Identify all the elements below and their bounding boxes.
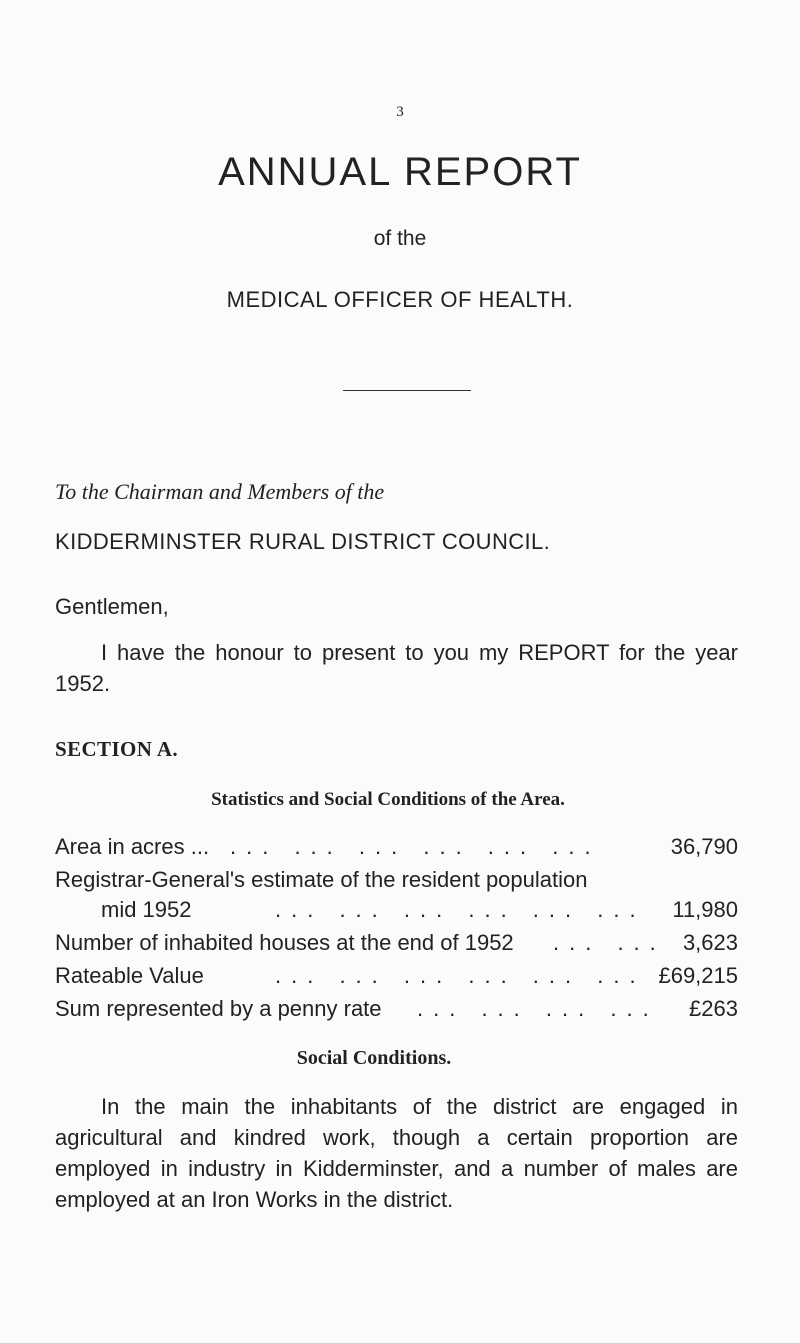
addressee-line: To the Chairman and Members of the — [55, 479, 385, 504]
section-label: SECTION A. — [55, 737, 179, 761]
stat-row-rateable — [55, 963, 738, 993]
section-heading-text: Statistics and Social Conditions of the Area. — [211, 789, 565, 810]
stat-row-area — [55, 834, 738, 864]
title-divider — [343, 390, 471, 391]
social-conditions-paragraph — [55, 1091, 738, 1215]
stat-label: Rateable Value — [55, 963, 204, 988]
page-number: 3 — [396, 104, 404, 120]
stat-row-population — [55, 897, 738, 927]
stat-value: £263 — [689, 996, 738, 1021]
council-name: KIDDERMINSTER RURAL DISTRICT COUNCIL. — [55, 529, 551, 554]
stat-value: £69,215 — [658, 963, 738, 988]
leader-dots: ... ... — [553, 930, 666, 955]
stat-label: Sum represented by a penny rate — [55, 996, 382, 1021]
social-conditions-heading — [0, 1047, 800, 1070]
leader-dots: ... ... ... ... ... ... — [275, 963, 646, 988]
report-subtitle-officer: MEDICAL OFFICER OF HEALTH. — [226, 287, 574, 312]
social-heading-text: Social Conditions. — [296, 1047, 452, 1069]
intro-text: I have the honour to present to you my REPORT for the year 1952. — [55, 640, 738, 696]
leader-dots: ... ... ... ... ... ... — [275, 897, 646, 922]
social-text: In the main the inhabitants of the district are engaged in agricultural and kindred work, though a certain proportion are employed in industry in Kidderminster, and a number of males are employed at an Iron Works in the district. — [55, 1094, 738, 1212]
report-title: ANNUAL REPORT — [218, 150, 582, 194]
stat-value: 11,980 — [672, 897, 738, 922]
stat-label: Area in acres ... — [55, 834, 210, 859]
greeting: Gentlemen, — [55, 594, 169, 619]
stat-label: mid 1952 — [101, 897, 192, 922]
stat-label-population-line1: Registrar-General's estimate of the resident population — [55, 867, 588, 892]
leader-dots: ... ... ... ... — [417, 996, 659, 1021]
report-subtitle-of: of the — [373, 227, 427, 250]
stat-label: Number of inhabited houses at the end of 1952 — [55, 930, 514, 955]
stat-row-houses — [55, 930, 738, 960]
section-heading — [0, 789, 800, 811]
intro-paragraph — [55, 637, 738, 699]
stat-value: 36,790 — [670, 834, 738, 859]
leader-dots: ... ... ... ... ... ... — [230, 834, 601, 859]
stat-value: 3,623 — [682, 930, 738, 955]
stat-row-penny-rate — [55, 996, 738, 1026]
